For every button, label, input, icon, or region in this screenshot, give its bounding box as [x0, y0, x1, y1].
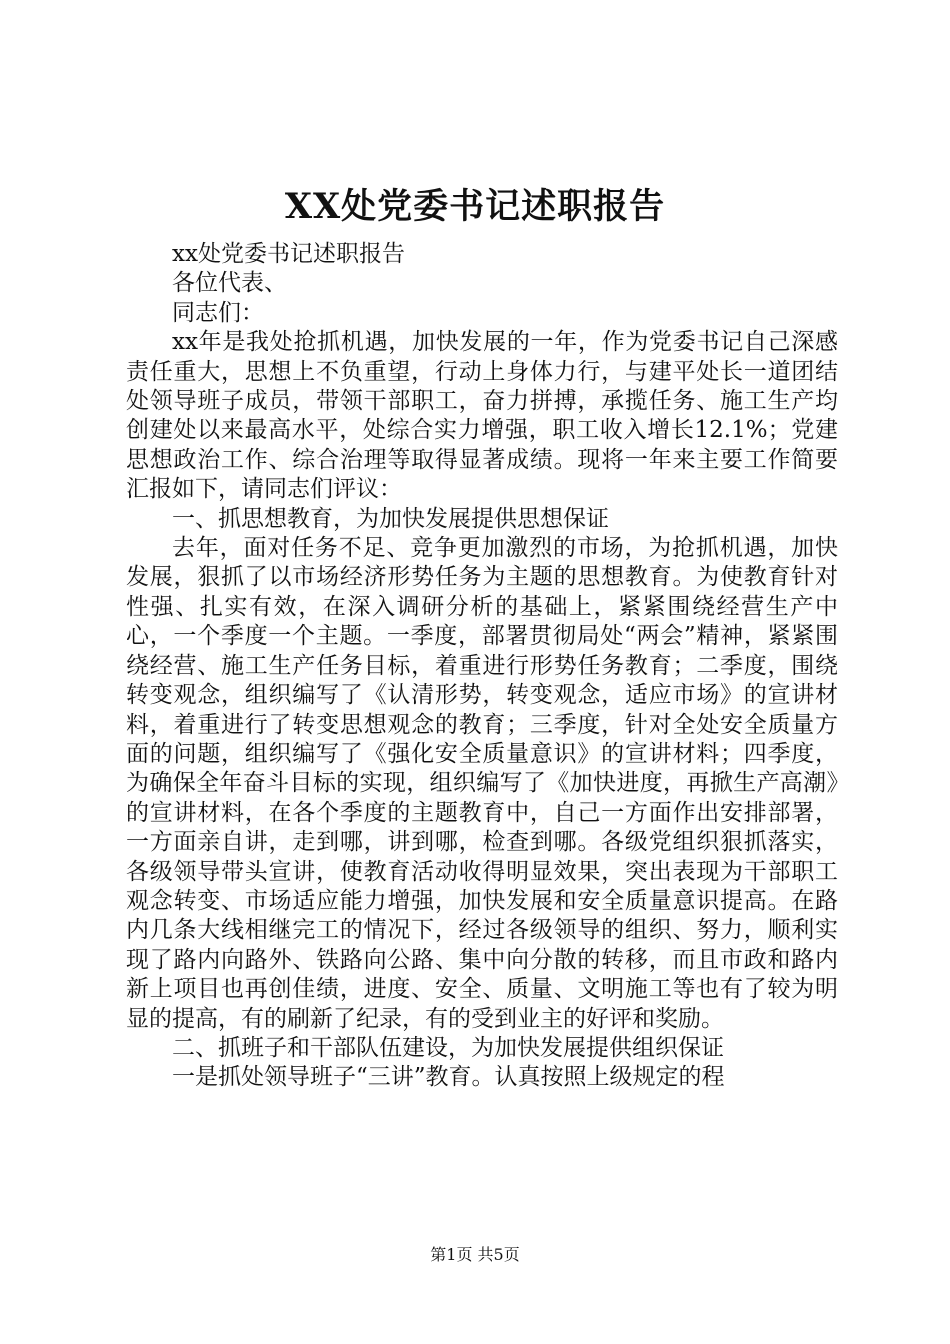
body-paragraph: 一是抓处领导班子“三讲”教育。认真按照上级规定的程: [172, 1064, 725, 1091]
document-title: XX处党委书记述职报告: [284, 186, 666, 227]
page-number: 第1页 共5页: [430, 1245, 520, 1264]
section-heading: 一、抓思想教育，为加快发展提供思想保证: [172, 505, 609, 532]
subtitle-line: xx处党委书记述职报告: [172, 241, 405, 267]
salutation-line: 同志们：: [172, 299, 264, 326]
body-paragraph: xx年是我处抢抓机遇，加快发展的一年，作为党委书记自己深感责任重大，思想上不负重望，行动上身体力行，与建平处长一道团结处领导班子成员，带领干部职工，奋力拼搏，承揽任务、施工生产均创建处以来最高水平，处综合实力增强，职工收入增长12.1%；党建思想政治工作、综合治理等取得显著成绩。现将一年来主要工作简要汇报如下，请同志们评议：: [126, 329, 838, 503]
body-paragraph: 去年，面对任务不足、竞争更加激烈的市场，为抢抓机遇，加快发展，狠抓了以市场经济形势任务为主题的思想教育。为使教育针对性强、扎实有效，在深入调研分析的基础上，紧紧围绕经营生产中心，一个季度一个主题。一季度，部署贯彻局处“两会”精神，紧紧围绕经营、施工生产任务目标，着重进行形势任务教育；二季度，围绕转变观念，组织编写了《认清形势，转变观念，适应市场》的宣讲材料，着重进行了转变思想观念的教育；三季度，针对全处安全质量方面的问题，组织编写了《强化安全质量意识》的宣讲材料；四季度，为确保全年奋斗目标的实现，组织编写了《加快进度，再掀生产高潮》的宣讲材料，在各个季度的主题教育中，自己一方面作出安排部署，一方面亲自讲，走到哪，讲到哪，检查到哪。各级党组织狠抓落实，各级领导带头宣讲，使教育活动收得明显效果，突出表现为干部职工观念转变、市场适应能力增强，加快发展和安全质量意识提高。在路内几条大线相继完工的情况下，经过各级领导的组织、努力，顺利实现了路内向路外、铁路向公路、集中向分散的转移，而且市政和路内新上项目也再创佳绩，进度、安全、质量、文明施工等也有了较为明显的提高，有的刷新了纪录，有的受到业主的好评和奖励。: [126, 535, 838, 1032]
salutation-line: 各位代表、: [172, 270, 287, 297]
document-body: [126, 240, 838, 1093]
section-heading: 二、抓班子和干部队伍建设，为加快发展提供组织保证: [172, 1034, 724, 1061]
